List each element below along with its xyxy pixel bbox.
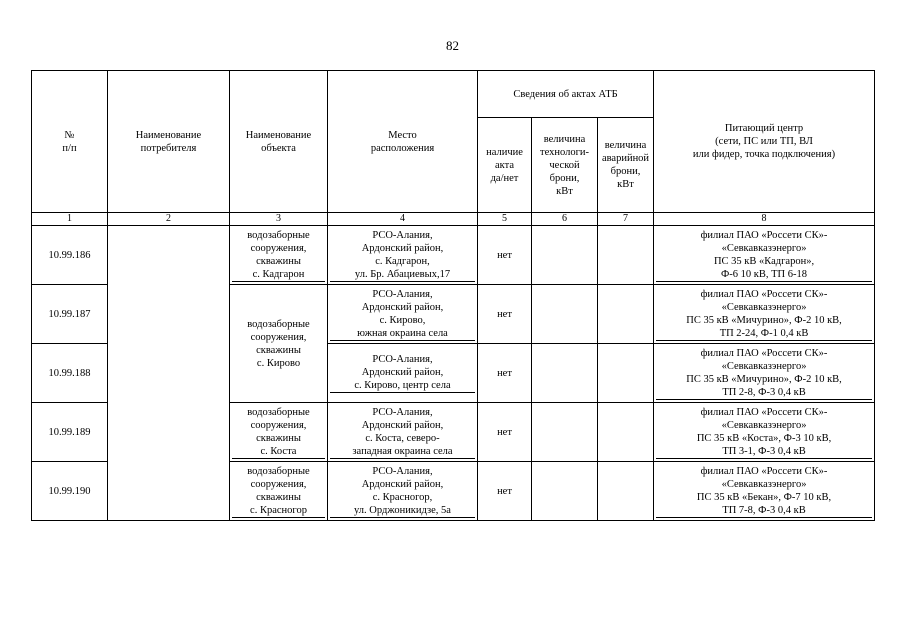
power-center-cell	[654, 285, 875, 344]
location-cell	[328, 344, 478, 403]
cell-line: потребителя	[140, 142, 197, 154]
cell-line: «Севкавказэнерго»	[721, 301, 807, 313]
cell-line: скважины	[256, 255, 301, 267]
column-number: 8	[654, 213, 875, 226]
column-number: 2	[108, 213, 230, 226]
cell-line: ТП 2-8, Ф-3 0,4 кВ	[656, 386, 872, 400]
cell-line: «Севкавказэнерго»	[721, 419, 807, 431]
cell-line: «Севкавказэнерго»	[721, 478, 807, 490]
cell-line: Ардонский район,	[361, 367, 444, 378]
act-presence-cell: нет	[478, 462, 532, 521]
cell-line: ПС 35 кВ «Мичурино», Ф-2 10 кВ,	[686, 373, 842, 385]
cell-line: РСО-Алания,	[372, 229, 433, 241]
tech-reserve-cell	[532, 226, 598, 285]
cell-line: РСО-Алания,	[372, 288, 433, 300]
cell-line: скважины	[256, 491, 301, 503]
header-object	[230, 71, 328, 213]
cell-line: расположения	[370, 142, 435, 154]
header-power-center	[654, 71, 875, 213]
cell-line: ПС 35 кВ «Мичурино», Ф-2 10 кВ,	[686, 314, 842, 326]
act-presence-cell: нет	[478, 344, 532, 403]
cell-line: величина	[543, 133, 586, 145]
header-atb-group: Сведения об актах АТБ	[478, 71, 654, 118]
cell-line: аварийной	[601, 153, 650, 164]
cell-line: с. Красногор	[232, 504, 325, 518]
location-cell	[328, 462, 478, 521]
cell-line: с. Красногор,	[372, 491, 433, 503]
cell-line: сооружения,	[250, 331, 307, 343]
location-cell	[328, 226, 478, 285]
cell-line: сооружения,	[250, 419, 307, 431]
cell-line: филиал ПАО «Россети СК»-	[700, 465, 828, 477]
object-cell	[230, 226, 328, 285]
cell-line: РСО-Алания,	[372, 406, 433, 418]
header-location	[328, 71, 478, 213]
cell-line: брони,	[549, 172, 580, 184]
page-number: 82	[446, 38, 459, 53]
emergency-reserve-cell	[598, 285, 654, 344]
object-cell	[230, 403, 328, 462]
cell-line: Наименование	[135, 129, 202, 141]
cell-line: акта	[494, 159, 514, 171]
cell-line: скважины	[256, 344, 301, 356]
cell-line: южная окраина села	[330, 327, 475, 341]
cell-line: ческой	[549, 159, 580, 171]
header-atb-presence	[478, 118, 532, 213]
cell-line: величина	[604, 140, 647, 151]
power-center-cell	[654, 403, 875, 462]
cell-line: водозаборные	[247, 465, 310, 477]
cell-line: Ардонский район,	[361, 242, 444, 254]
cell-line: брони,	[610, 166, 641, 177]
cell-line: №	[64, 129, 75, 141]
cell-line: с. Коста	[232, 445, 325, 459]
cell-line: ТП 2-24, Ф-1 0,4 кВ	[656, 327, 872, 341]
cell-line: с. Кирово, центр села	[330, 379, 475, 393]
header-consumer	[108, 71, 230, 213]
cell-line: технологи-	[539, 146, 589, 158]
cell-line: ул. Бр. Абациевых,17	[330, 268, 475, 282]
column-number: 6	[532, 213, 598, 226]
power-center-cell	[654, 344, 875, 403]
cell-line: объекта	[261, 142, 296, 154]
cell-line: водозаборные	[247, 406, 310, 418]
row-number: 10.99.190	[32, 462, 108, 521]
table-row	[32, 226, 875, 285]
cell-line: Ардонский район,	[361, 478, 444, 490]
cell-line: кВт	[617, 179, 634, 190]
column-number: 1	[32, 213, 108, 226]
cell-line: Питающий центр	[724, 123, 804, 134]
tech-reserve-cell	[532, 344, 598, 403]
cell-line: (сети, ПС или ТП, ВЛ	[715, 136, 813, 147]
tech-reserve-cell	[532, 403, 598, 462]
cell-line: ПС 35 кВ «Коста», Ф-3 10 кВ,	[696, 432, 832, 444]
cell-line: филиал ПАО «Россети СК»-	[700, 347, 828, 359]
emergency-reserve-cell	[598, 226, 654, 285]
cell-line: сооружения,	[250, 242, 307, 254]
column-number: 4	[328, 213, 478, 226]
cell-line: сооружения,	[250, 478, 307, 490]
row-number: 10.99.187	[32, 285, 108, 344]
row-number: 10.99.188	[32, 344, 108, 403]
column-number: 5	[478, 213, 532, 226]
cell-line: Место	[388, 129, 417, 141]
power-center-cell	[654, 462, 875, 521]
cell-line: наличие	[486, 146, 523, 158]
cell-line: с. Кирово	[256, 357, 301, 369]
cell-line: филиал ПАО «Россети СК»-	[700, 406, 828, 418]
power-center-cell	[654, 226, 875, 285]
header-atb-emergency	[598, 118, 654, 213]
cell-line: водозаборные	[247, 318, 310, 330]
cell-line: «Севкавказэнерго»	[721, 242, 807, 254]
row-number: 10.99.186	[32, 226, 108, 285]
tech-reserve-cell	[532, 285, 598, 344]
column-numbers-row	[32, 213, 875, 226]
act-presence-cell: нет	[478, 403, 532, 462]
cell-line: ПС 35 кВ «Кадгарон»,	[713, 255, 815, 267]
cell-line: кВт	[556, 185, 573, 197]
column-number: 3	[230, 213, 328, 226]
cell-line: западная окраина села	[330, 445, 475, 459]
cell-line: РСО-Алания,	[372, 354, 433, 365]
emergency-reserve-cell	[598, 344, 654, 403]
cell-line: да/нет	[490, 172, 519, 184]
cell-line: Ардонский район,	[361, 301, 444, 313]
row-number: 10.99.189	[32, 403, 108, 462]
object-cell	[230, 462, 328, 521]
cell-line: филиал ПАО «Россети СК»-	[700, 229, 828, 241]
consumer-cell	[108, 226, 230, 521]
column-number: 7	[598, 213, 654, 226]
cell-line: ТП 3-1, Ф-3 0,4 кВ	[656, 445, 872, 459]
act-presence-cell: нет	[478, 285, 532, 344]
cell-line: или фидер, точка подключения)	[692, 149, 836, 160]
emergency-reserve-cell	[598, 403, 654, 462]
cell-line: с. Коста, северо-	[365, 432, 440, 444]
header-atb-tech	[532, 118, 598, 213]
object-cell-merged	[230, 285, 328, 403]
cell-line: с. Кирово,	[379, 314, 426, 326]
location-cell	[328, 285, 478, 344]
act-presence-cell: нет	[478, 226, 532, 285]
cell-line: с. Кадгарон	[232, 268, 325, 282]
cell-line: с. Кадгарон,	[375, 255, 430, 267]
cell-line: филиал ПАО «Россети СК»-	[700, 288, 828, 300]
cell-line: РСО-Алания,	[372, 465, 433, 477]
cell-line: Ф-6 10 кВ, ТП 6-18	[656, 268, 872, 282]
cell-line: п/п	[62, 142, 77, 154]
emergency-reserve-cell	[598, 462, 654, 521]
cell-line: ПС 35 кВ «Бекан», Ф-7 10 кВ,	[696, 491, 832, 503]
location-cell	[328, 403, 478, 462]
cell-line: скважины	[256, 432, 301, 444]
cell-line: Наименование	[245, 129, 312, 141]
consumers-table	[31, 70, 875, 521]
cell-line: водозаборные	[247, 229, 310, 241]
tech-reserve-cell	[532, 462, 598, 521]
cell-line: ул. Орджоникидзе, 5а	[330, 504, 475, 518]
cell-line: «Севкавказэнерго»	[721, 360, 807, 372]
header-number	[32, 71, 108, 213]
cell-line: Ардонский район,	[361, 419, 444, 431]
cell-line: ТП 7-8, Ф-3 0,4 кВ	[656, 504, 872, 518]
